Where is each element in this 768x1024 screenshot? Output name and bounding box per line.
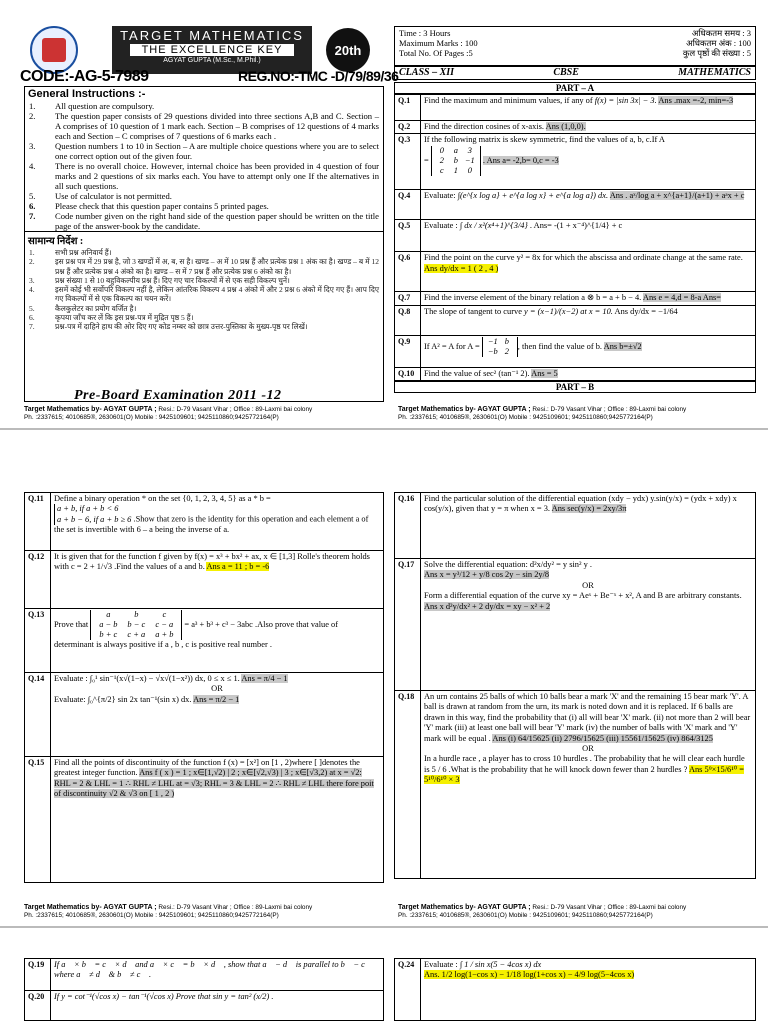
answer: Ans b=±√2 <box>603 341 642 351</box>
question-number: Q.17 <box>395 559 421 691</box>
pages-label-hindi: कुल पृष्ठों की संख्या : 5 <box>682 48 751 58</box>
question-number: Q.13 <box>25 609 51 673</box>
marks-label-hindi: अधिकतम अंक : 100 <box>686 38 751 48</box>
question-number: Q.7 <box>395 292 421 305</box>
answer: Ans = 5 <box>531 368 558 378</box>
question-text: Solve the differential equation: d²x/dy² = y sin² y . Ans x = y³/12 + y/8 cos 2y − sin 2y/8 OR Form a differential equation of the curve xy = Aeˣ + Be⁻ˣ + x², A and B are arbitrary constants. Ans x d²y/dx² + 2 dy/dx = xy − x² + 2 <box>421 559 756 691</box>
page-footer: Target Mathematics by- AGYAT GUPTA ; Resi.: D-79 Vasant Vihar ; Office : 89-Laxmi bai colony Ph. :2337615; 4010685®, 2630601(O) Mobile : 9425109601; 9425110860;9425772164(P) <box>398 406 687 421</box>
question-row <box>25 673 384 757</box>
question-number: Q.6 <box>395 252 421 292</box>
question-row <box>395 134 756 190</box>
matrix <box>431 146 481 176</box>
question-text: If the following matrix is skew symmetric, find the values of a, b, c.If A = 0 a 3 2 b −1 c 1 0 . Ans a= -2,b= 0,c = -3 <box>421 134 756 190</box>
question-number: Q.12 <box>25 551 51 609</box>
answer: Ans x = y³/12 + y/8 cos 2y − sin 2y/8 <box>424 570 550 580</box>
question-text: Prove that a b c a − b b − c c − a b + c c + a a + b = a³ + b³ + c³ − 3abc .Also prove that value of determinant is always positive if a , b , c is positive real number . <box>51 609 384 673</box>
matrix <box>482 337 518 357</box>
matrix-cell: 0 <box>439 145 444 155</box>
answer: Ans dy/dx = −1/64 <box>614 306 678 316</box>
exam-title: Pre-Board Examination 2011 -12 <box>74 388 282 403</box>
answer: . Ans a= -2,b= 0,c = -3 <box>482 155 559 165</box>
page-footer: Target Mathematics by- AGYAT GUPTA ; Resi.: D-79 Vasant Vihar ; Office : 89-Laxmi bai colony Ph. :2337615; 4010685®, 2630601(O) Mobile : 9425109601; 9425110860;9425772164(P) <box>24 904 313 919</box>
part-b-table-left-3 <box>24 958 384 1021</box>
answer: Ans .max =-2, min=-3 <box>658 96 734 105</box>
answer: Ans . aˣ/log a + x^{a+1}/(a+1) + aᵃx + c <box>609 191 745 201</box>
time-label-hindi: अधिकतम समय : 3 <box>691 28 751 38</box>
answer: Ans dy/dx = 1 ( 2 , 4 ) <box>424 263 499 273</box>
question-row <box>25 959 384 991</box>
hindi-instruction-item: 1. सभी प्रश्न अनिवार्य हैं। <box>29 248 112 257</box>
answer: Ans. 1/2 log(1−cos x) − 1/18 log(1+cos x) − 4/9 log(5−4cos x) <box>424 970 635 980</box>
instructions-list <box>25 101 383 231</box>
answer: Ans sec(y/x) = 2xy/3π <box>551 504 627 514</box>
time-label: Time : 3 Hours <box>399 28 451 38</box>
question-number: Q.3 <box>395 134 421 190</box>
question-row <box>395 493 756 559</box>
matrix-cell: a + b <box>155 630 174 639</box>
question-text: If y = cot⁻¹(√cos x) − tan⁻¹(√cos x) Prove that sin y = tan² (x/2) . <box>51 991 384 1021</box>
exam-info <box>394 26 756 66</box>
instruction-item: 2. The question paper consists of 29 questions divided into three sections A,B and C. Section – A comprises of 10 question of 1 mark each. Section – B comprises of 12 questions of 4 marks each and Section – C comprises of 7 questions of 6 marks each . <box>29 111 379 141</box>
question-row <box>395 335 756 367</box>
answer: Ans a = 11 ; b = -6 <box>206 562 270 572</box>
question-text: Find all the points of discontinuity of the function f (x) = [x²] on [1 , 2)where [ ]denotes the greatest integer function. Ans f ( x ) = 1 ; x∈[1,√2) | 2 ; x∈[√2,√3) | 3 ; x∈[√3,2) at x = √2: RHL = 2 & LHL = 1 ∴ RHL ≠ LHL at = √3; RHL = 3 & LHL = 2 ∴ RHL ≠ LHL there fore poit of discontinuity √2 & √3 on [ 1 , 2 ) <box>51 757 384 883</box>
question-text: If a⃗ × b⃗ = c⃗ × d⃗ and a⃗ × c⃗ = b⃗ × d⃗ , show that a⃗ − d⃗ is parallel to b⃗ − c⃗ where a⃗ ≠ d⃗ & b⃗ ≠ c⃗ . <box>51 959 384 991</box>
question-text: Find the direction cosines of x-axis. Ans (1,0,0). <box>421 121 756 134</box>
question-row <box>25 551 384 609</box>
question-row <box>25 493 384 551</box>
question-text: Find the value of sec² (tan⁻¹ 2). Ans = 5 <box>421 367 756 380</box>
answer: Ans (i) 64/15625 (ii) 2796/15625 (iii) 15561/15625 (iv) 864/3125 <box>492 733 713 743</box>
matrix-cell: b − c <box>127 620 146 629</box>
answer: Ans = π/4 − 1 <box>241 674 288 683</box>
instruction-item: 5. Use of calculator is not permitted. <box>29 191 172 201</box>
question-row <box>395 959 756 1021</box>
class-label: CLASS – XII <box>399 67 455 78</box>
question-row <box>395 292 756 305</box>
question-number: Q.10 <box>395 367 421 380</box>
question-text: Evaluate : ∫₀¹ sin⁻¹(x√(1−x) − √x√(1−x²)) dx, 0 ≤ x ≤ 1. Ans = π/4 − 1 OR Evaluate: ∫₀^{π/2} sin 2x tan⁻¹(sin x) dx. Ans = π/2 − 1 <box>51 673 384 757</box>
question-text: Find the inverse element of the binary relation a ⊗ b = a + b − 4. Ans e = 4,d = 8-a Ans= <box>421 292 756 305</box>
question-row <box>395 121 756 134</box>
question-number: Q.1 <box>395 95 421 121</box>
answer: Ans (1,0,0). <box>545 122 586 131</box>
page2-left <box>24 492 384 883</box>
page-footer: Target Mathematics by- AGYAT GUPTA ; Resi.: D-79 Vasant Vihar ; Office : 89-Laxmi bai colony Ph. :2337615; 4010685®, 2630601(O) Mobile : 9425109601; 9425110860;9425772164(P) <box>398 904 687 919</box>
question-row <box>395 220 756 252</box>
answer: Ans x d²y/dx² + 2 dy/dx = xy − x² + 2 <box>424 601 551 611</box>
question-number: Q.5 <box>395 220 421 252</box>
part-b-table-right <box>394 492 756 879</box>
answer: Ans 5⁹×15/6¹⁰ = 5¹⁰/6¹⁰ × 3 <box>424 764 744 785</box>
instruction-item: 6. Please check that this question paper contains 5 printed pages. <box>29 201 269 211</box>
question-text: Evaluate: ∫(e^{x log a} + e^{a log x} + e^{a log a}) dx. Ans . aˣ/log a + x^{a+1}/(a+1) + aᵃx + c <box>421 190 756 220</box>
matrix-cell: c + a <box>127 630 146 639</box>
part-a-section <box>394 82 756 393</box>
matrix-cell: b <box>134 610 139 619</box>
question-text: It is given that for the function f given by f(x) = x³ + bx² + ax, x ∈ [1,3] Rolle's theorem holds with c = 2 + 1/√3 .Find the values of a and b. Ans a = 11 ; b = -6 <box>51 551 384 609</box>
question-row <box>395 190 756 220</box>
question-number: Q.2 <box>395 121 421 134</box>
hindi-instruction-item: 5. कैलकुलेटर का प्रयोग वर्जित है। <box>29 303 137 313</box>
hindi-instruction-item: 7. प्रश्न-पत्र में दाहिने हाथ की ओर दिए गए कोड नम्बर को छात्र उत्तर-पुस्तिका के मुख्य-पृष्ठ पर लिखें। <box>29 322 308 332</box>
question-text: An urn contains 25 balls of which 10 balls bear a mark 'X' and the remaining 15 bear mark 'Y'. A ball is drawn at random from the urn, its mark is noted down and it is replaced. If 6 balls are drawn in this way, find the probability that (i) all will bear 'X' mark. (ii) not more than 2 will bear 'Y' mark (iii) at least one ball will bear 'Y' mark (iv) the number of balls with 'X' mark and 'Y' mark will be equal . Ans (i) 64/15625 (ii) 2796/15625 (iii) 15561/15625 (iv) 864/3125 OR In a hurdle race , a player has to cross 10 hurdles . The probability that he will clear each hurdle is 5 / 6 .What is the probability that he will knock down fewer than 2 hurdles ? Ans 5⁹×15/6¹⁰ = 5¹⁰/6¹⁰ × 3 <box>421 691 756 879</box>
matrix-cell: 2 <box>439 155 444 165</box>
hindi-instruction-item: 3. प्रश्न संख्या 1 से 10 बहुविकल्पीय प्रश्न हैं। दिए गए चार विकल्पों में से एक सही विकल्प चुनें। <box>29 275 290 285</box>
school-logo <box>30 26 78 74</box>
hindi-instructions-title: सामान्य निर्देश : <box>25 231 383 248</box>
paper-code: CODE:-AG-5-7989 <box>20 68 149 85</box>
part-c-table-right-3 <box>394 958 756 1021</box>
page-divider <box>0 926 768 928</box>
banner-author: AGYAT GUPTA (M.Sc., M.Phil.) <box>163 57 261 64</box>
question-text: The slope of tangent to curve y = (x−1)/(x−2) at x = 10. Ans dy/dx = −1/64 <box>421 305 756 335</box>
subject-label: MATHEMATICS <box>678 67 751 78</box>
question-text: Evaluate : ∫ dx / x²(x⁴+1)^{3/4} . Ans= -(1 + x⁻⁴)^{1/4} + c <box>421 220 756 252</box>
instruction-item: 1. All question are compulsory. <box>29 101 155 111</box>
matrix-cell: b <box>504 336 509 346</box>
instruction-item: 4. There is no overall choice. However, internal choice has been provided in 4 question of four marks and 2 questions of six marks each. You have to attempt only one If the alternatives in all such questions. <box>29 161 379 191</box>
banner-subtitle: THE EXCELLENCE KEY <box>130 44 294 56</box>
matrix-cell: a <box>453 145 458 155</box>
matrix-cell: b <box>453 155 458 165</box>
answer: Ans e = 4,d = 8-a Ans= <box>642 293 722 303</box>
matrix-cell: c <box>162 610 167 619</box>
matrix-cell: 2 <box>504 346 509 356</box>
question-text: Find the particular solution of the differential equation (xdy − ydx) y.sin(y/x) = (ydx + xdy) x cos(y/x), given that y = π when x = 3. Ans sec(y/x) = 2xy/3π <box>421 493 756 559</box>
question-number: Q.8 <box>395 305 421 335</box>
question-text: Evaluate : ∫ 1 / sin x(5 − 4cos x) dx Ans. 1/2 log(1−cos x) − 1/18 log(1+cos x) − 4/9 log(5−4cos x) <box>421 959 756 1021</box>
question-number: Q.9 <box>395 335 421 367</box>
question-text: Find the maximum and minimum values, if any of f(x) = |sin 3x| − 3. Ans .max =-2, min=-3 <box>421 95 756 121</box>
matrix-cell: b + c <box>99 630 118 639</box>
question-number: Q.24 <box>395 959 421 1021</box>
page2-right <box>394 492 756 879</box>
question-text: Find the point on the curve y² = 8x for which the abscissa and ordinate change at the same rate. Ans dy/dx = 1 ( 2 , 4 ) <box>421 252 756 292</box>
matrix-cell: −1 <box>464 155 475 165</box>
class-bar <box>394 66 756 80</box>
part-a-heading: PART – A <box>394 82 756 94</box>
anniversary-badge: 20th <box>326 28 370 72</box>
question-number: Q.4 <box>395 190 421 220</box>
question-text: If A² = A for A = −1 b −b 2, then find the value of b. Ans b=±√2 <box>421 335 756 367</box>
question-number: Q.20 <box>25 991 51 1021</box>
matrix-cell: −b <box>487 346 498 356</box>
part-b-heading: PART – B <box>394 381 756 393</box>
matrix-cell: −1 <box>487 336 498 346</box>
question-row <box>25 609 384 673</box>
question-number: Q.18 <box>395 691 421 879</box>
question-number: Q.11 <box>25 493 51 551</box>
page-divider <box>0 428 768 430</box>
matrix-cell: c − a <box>155 620 174 629</box>
matrix-cell: 3 <box>467 145 472 155</box>
part-b-table-left <box>24 492 384 883</box>
question-row <box>395 305 756 335</box>
page3-left <box>24 958 384 1021</box>
hindi-instruction-item: 2. इस प्रश्न पत्र में 29 प्रश्न है, जो 3 खण्डों में अ, ब, स है। खण्ड – अ में 10 प्रश्न हैं और प्रत्येक प्रश्न 1 अंक का है। खण्ड – ब में 12 प्रश्न हैं और प्रत्येक प्रश्न 4 अंको का है। खण्ड – स में 7 प्रश्न हैं और प्रत्येक प्रश्न 6 अंको का है। <box>29 257 379 276</box>
instruction-item: 7. Code number given on the right hand side of the question paper should be written on the title page of the answer-book by the candidate. <box>29 211 379 231</box>
hindi-instructions-list <box>25 248 383 332</box>
hindi-instruction-item: 4. इसमें कोई भी सर्वोपरि विकल्प नहीं है, लेकिन आंतरिक विकल्प 4 प्रश्न 4 अंको में और 2 प्रश्न 6 अंको में दिए गए हैं। आप दिए गए विकल्पों में से एक विकल्प का चयन करें। <box>29 285 379 304</box>
instructions-title: General Instructions :- <box>28 88 146 100</box>
registration-number: REG.NO:-TMC -D/79/89/36 <box>238 68 399 84</box>
question-number: Q.14 <box>25 673 51 757</box>
question-row <box>25 757 384 883</box>
page3-right <box>394 958 756 1021</box>
matrix-cell: a − b <box>99 620 118 629</box>
title-banner <box>112 26 312 74</box>
board-label: CBSE <box>553 67 579 78</box>
answer: Ans = π/2 − 1 <box>193 694 240 704</box>
question-row <box>395 252 756 292</box>
question-row <box>395 367 756 380</box>
banner-title: TARGET MATHEMATICS <box>120 28 304 43</box>
matrix-cell: a <box>106 610 111 619</box>
question-row <box>395 559 756 691</box>
general-instructions <box>24 86 384 402</box>
question-number: Q.15 <box>25 757 51 883</box>
hindi-instruction-item: 6. कृपया जाँच कर लें कि इस प्रश्न-पत्र में मुद्रित पृष्ठ 5 हैं। <box>29 313 194 323</box>
answer: . Ans= -(1 + x⁻⁴)^{1/4} + c <box>529 221 623 231</box>
question-row <box>25 991 384 1021</box>
determinant <box>90 610 182 640</box>
question-number: Q.19 <box>25 959 51 991</box>
page-footer: Target Mathematics by- AGYAT GUPTA ; Resi.: D-79 Vasant Vihar ; Office : 89-Laxmi bai colony Ph. :2337615; 4010685®, 2630601(O) Mobile : 9425109601; 9425110860;9425772164(P) <box>24 406 313 421</box>
question-row <box>395 95 756 121</box>
question-row <box>395 691 756 879</box>
part-a-table <box>394 94 756 381</box>
question-number: Q.16 <box>395 493 421 559</box>
matrix-cell: 0 <box>467 165 472 175</box>
matrix-cell: c <box>439 165 444 175</box>
instruction-item: 3. Question numbers 1 to 10 in Section – A are multiple choice questions where you are to select one correct option out of the given four. <box>29 141 379 161</box>
question-text: Define a binary operation * on the set {0, 1, 2, 3, 4, 5} as a * b = a + b, if a + b < 6 a + b − 6, if a + b ≥ 6 .Show that zero is the identity for this operation and each element a of the set is invertible with 6 – a being the inverse of a. <box>51 493 384 551</box>
matrix-cell: 1 <box>453 165 458 175</box>
marks-label: Maximum Marks : 100 <box>399 38 478 48</box>
answer: Ans f ( x ) = 1 ; x∈[1,√2) | 2 ; x∈[√2,√3) | 3 ; x∈[√3,2) at x = √2: RHL = 2 & LHL = 1 ∴ RHL ≠ LHL at = √3; RHL = 3 & LHL = 2 ∴ RHL ≠ LHL there fore poit of discontinuity √2 & √3 on [ 1 , 2 ) <box>54 768 374 799</box>
pages-label: Total No. Of Pages :5 <box>399 48 473 58</box>
